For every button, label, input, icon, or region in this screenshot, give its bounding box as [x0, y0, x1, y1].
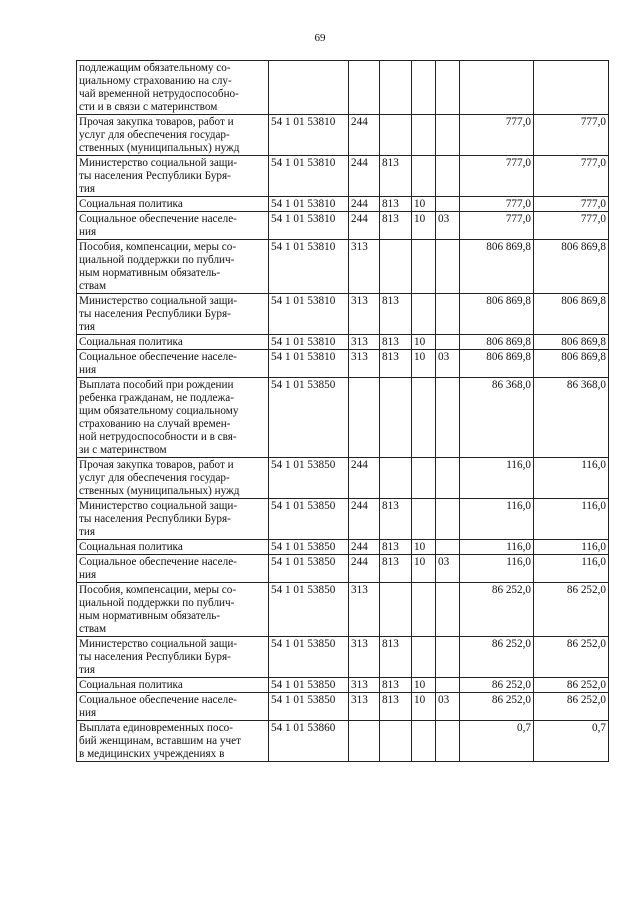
item-name-line: ствам: [79, 623, 107, 635]
item-name-line: ствам: [79, 280, 107, 292]
item-name-cell: [77, 212, 269, 240]
amount-cell: 806 869,8: [534, 294, 609, 335]
expense-type-cell: 313: [349, 583, 380, 637]
item-name-line: Социальное обеспечение населе-: [79, 351, 237, 363]
target-code-cell: 54 1 01 53810: [269, 115, 349, 156]
subsection-cell: [436, 499, 460, 540]
item-name-line: ным нормативным обязатель-: [79, 610, 221, 622]
subsection-cell: [436, 294, 460, 335]
item-name-cell: [77, 294, 269, 335]
ministry-code-cell: 813: [380, 156, 412, 197]
section-cell: 10: [412, 212, 436, 240]
amount-cell: 116,0: [534, 499, 609, 540]
ministry-code-cell: 813: [380, 678, 412, 693]
amount-cell: 777,0: [460, 212, 534, 240]
amount-cell: 86 252,0: [460, 678, 534, 693]
expense-type-cell: 313: [349, 335, 380, 350]
section-cell: 10: [412, 678, 436, 693]
item-name-line: циальной поддержки по публич-: [79, 254, 235, 266]
target-code-cell: 54 1 01 53810: [269, 240, 349, 294]
amount-cell: 86 252,0: [534, 693, 609, 721]
target-code-cell: 54 1 01 53850: [269, 499, 349, 540]
item-name-line: ты населения Республики Буря-: [79, 513, 231, 525]
target-code-cell: 54 1 01 53810: [269, 197, 349, 212]
ministry-code-cell: [380, 458, 412, 499]
target-code-cell: 54 1 01 53850: [269, 378, 349, 458]
subsection-cell: [436, 583, 460, 637]
item-name-line: бий женщинам, вставшим на учет: [79, 735, 241, 747]
item-name-line: Социальная политика: [79, 336, 183, 348]
item-name-cell: [77, 378, 269, 458]
ministry-code-cell: [380, 61, 412, 115]
item-name-line: Социальное обеспечение населе-: [79, 213, 237, 225]
item-name-cell: [77, 115, 269, 156]
item-name-line: ственных (муниципальных) нужд: [79, 485, 240, 497]
expense-type-cell: 244: [349, 458, 380, 499]
section-cell: [412, 294, 436, 335]
table-row: [77, 637, 609, 678]
section-cell: [412, 115, 436, 156]
amount-cell: 806 869,8: [534, 335, 609, 350]
amount-cell: 116,0: [534, 540, 609, 555]
amount-cell: 116,0: [460, 499, 534, 540]
target-code-cell: 54 1 01 53850: [269, 458, 349, 499]
item-name-line: Прочая закупка товаров, работ и: [79, 459, 234, 471]
amount-cell: 86 252,0: [534, 583, 609, 637]
item-name-line: Социальное обеспечение населе-: [79, 556, 237, 568]
item-name-line: в медицинских учреждениях в: [79, 748, 225, 760]
section-cell: [412, 499, 436, 540]
amount-cell: 806 869,8: [534, 350, 609, 378]
item-name-cell: [77, 721, 269, 762]
table-row: [77, 378, 609, 458]
table-row: [77, 693, 609, 721]
expense-type-cell: [349, 61, 380, 115]
section-cell: [412, 721, 436, 762]
item-name-cell: [77, 693, 269, 721]
target-code-cell: 54 1 01 53850: [269, 583, 349, 637]
target-code-cell: 54 1 01 53850: [269, 555, 349, 583]
section-cell: [412, 378, 436, 458]
subsection-cell: [436, 197, 460, 212]
target-code-cell: 54 1 01 53810: [269, 350, 349, 378]
item-name-line: услуг для обеспечения государ-: [79, 129, 230, 141]
ministry-code-cell: 813: [380, 350, 412, 378]
table-row: [77, 61, 609, 115]
ministry-code-cell: 813: [380, 693, 412, 721]
subsection-cell: [436, 721, 460, 762]
item-name-line: зи с материнством: [79, 444, 167, 456]
subsection-cell: [436, 678, 460, 693]
subsection-cell: [436, 335, 460, 350]
ministry-code-cell: 813: [380, 499, 412, 540]
item-name-line: циальному страхованию на слу-: [79, 75, 232, 87]
amount-cell: 116,0: [534, 458, 609, 499]
item-name-line: ния: [79, 569, 97, 581]
expense-type-cell: 313: [349, 637, 380, 678]
amount-cell: 777,0: [534, 212, 609, 240]
ministry-code-cell: [380, 115, 412, 156]
ministry-code-cell: 813: [380, 197, 412, 212]
amount-cell: 0,7: [460, 721, 534, 762]
expense-type-cell: 244: [349, 156, 380, 197]
amount-cell: [534, 61, 609, 115]
expense-type-cell: [349, 721, 380, 762]
item-name-line: Пособия, компенсации, меры со-: [79, 584, 237, 596]
item-name-line: ты населения Республики Буря-: [79, 651, 231, 663]
item-name-cell: [77, 197, 269, 212]
ministry-code-cell: 813: [380, 294, 412, 335]
expense-type-cell: [349, 378, 380, 458]
expense-type-cell: 313: [349, 678, 380, 693]
table-row: [77, 197, 609, 212]
target-code-cell: 54 1 01 53810: [269, 294, 349, 335]
expense-type-cell: 244: [349, 555, 380, 583]
amount-cell: 806 869,8: [460, 294, 534, 335]
amount-cell: 777,0: [460, 156, 534, 197]
target-code-cell: 54 1 01 53850: [269, 693, 349, 721]
table-row: [77, 678, 609, 693]
table-row: [77, 115, 609, 156]
amount-cell: 86 252,0: [460, 637, 534, 678]
expense-type-cell: 313: [349, 693, 380, 721]
amount-cell: 116,0: [460, 555, 534, 583]
table-row: [77, 583, 609, 637]
item-name-line: подлежащим обязательному со-: [79, 62, 231, 74]
expense-type-cell: 244: [349, 540, 380, 555]
table-row: [77, 240, 609, 294]
table-row: [77, 294, 609, 335]
target-code-cell: 54 1 01 53810: [269, 156, 349, 197]
subsection-cell: 03: [436, 212, 460, 240]
subsection-cell: [436, 637, 460, 678]
item-name-line: страхованию на случай времен-: [79, 418, 231, 430]
item-name-line: тия: [79, 183, 96, 195]
subsection-cell: [436, 378, 460, 458]
section-cell: [412, 61, 436, 115]
item-name-line: Министерство социальной защи-: [79, 638, 238, 650]
item-name-line: Министерство социальной защи-: [79, 500, 238, 512]
ministry-code-cell: 813: [380, 335, 412, 350]
subsection-cell: [436, 156, 460, 197]
subsection-cell: 03: [436, 555, 460, 583]
amount-cell: 777,0: [460, 197, 534, 212]
amount-cell: 777,0: [460, 115, 534, 156]
amount-cell: 86 252,0: [460, 583, 534, 637]
section-cell: 10: [412, 693, 436, 721]
target-code-cell: 54 1 01 53850: [269, 540, 349, 555]
subsection-cell: [436, 115, 460, 156]
item-name-line: ты населения Республики Буря-: [79, 170, 231, 182]
ministry-code-cell: 813: [380, 212, 412, 240]
section-cell: 10: [412, 540, 436, 555]
amount-cell: 86 368,0: [534, 378, 609, 458]
item-name-line: Выплата пособий при рождении: [79, 379, 234, 391]
target-code-cell: 54 1 01 53860: [269, 721, 349, 762]
amount-cell: 806 869,8: [460, 350, 534, 378]
amount-cell: 116,0: [534, 555, 609, 583]
target-code-cell: 54 1 01 53850: [269, 637, 349, 678]
table-row: [77, 721, 609, 762]
item-name-line: ния: [79, 707, 97, 719]
amount-cell: 806 869,8: [460, 335, 534, 350]
table-row: [77, 458, 609, 499]
budget-table: [76, 60, 609, 762]
item-name-cell: [77, 240, 269, 294]
section-cell: 10: [412, 335, 436, 350]
item-name-line: ной нетрудоспособности и в свя-: [79, 431, 237, 443]
section-cell: [412, 583, 436, 637]
item-name-line: тия: [79, 526, 96, 538]
item-name-cell: [77, 540, 269, 555]
ministry-code-cell: 813: [380, 540, 412, 555]
amount-cell: 86 252,0: [534, 678, 609, 693]
item-name-line: услуг для обеспечения государ-: [79, 472, 230, 484]
target-code-cell: 54 1 01 53810: [269, 212, 349, 240]
item-name-line: Министерство социальной защи-: [79, 295, 238, 307]
ministry-code-cell: 813: [380, 555, 412, 583]
amount-cell: [460, 61, 534, 115]
amount-cell: 86 252,0: [534, 637, 609, 678]
amount-cell: 777,0: [534, 197, 609, 212]
section-cell: [412, 637, 436, 678]
item-name-line: ния: [79, 226, 97, 238]
amount-cell: 86 252,0: [460, 693, 534, 721]
item-name-line: щим обязательному социальному: [79, 405, 239, 417]
item-name-line: Выплата единовременных посо-: [79, 722, 234, 734]
item-name-cell: [77, 350, 269, 378]
amount-cell: 806 869,8: [534, 240, 609, 294]
item-name-line: Пособия, компенсации, меры со-: [79, 241, 237, 253]
section-cell: [412, 156, 436, 197]
subsection-cell: [436, 240, 460, 294]
item-name-line: ты населения Республики Буря-: [79, 308, 231, 320]
subsection-cell: [436, 458, 460, 499]
subsection-cell: 03: [436, 693, 460, 721]
expense-type-cell: 244: [349, 499, 380, 540]
item-name-line: ребенка гражданам, не подлежа-: [79, 392, 234, 404]
item-name-cell: [77, 637, 269, 678]
amount-cell: 777,0: [534, 115, 609, 156]
ministry-code-cell: [380, 240, 412, 294]
amount-cell: 116,0: [460, 540, 534, 555]
item-name-line: Социальная политика: [79, 541, 183, 553]
item-name-line: чай временной нетрудоспособно-: [79, 88, 239, 100]
expense-type-cell: 313: [349, 240, 380, 294]
ministry-code-cell: [380, 378, 412, 458]
expense-type-cell: 244: [349, 115, 380, 156]
amount-cell: 86 368,0: [460, 378, 534, 458]
expense-type-cell: 313: [349, 350, 380, 378]
amount-cell: 806 869,8: [460, 240, 534, 294]
section-cell: 10: [412, 197, 436, 212]
item-name-cell: [77, 583, 269, 637]
table-row: [77, 212, 609, 240]
item-name-cell: [77, 335, 269, 350]
section-cell: [412, 240, 436, 294]
amount-cell: 777,0: [534, 156, 609, 197]
page-number: 69: [314, 32, 326, 44]
ministry-code-cell: [380, 583, 412, 637]
item-name-line: циальной поддержки по публич-: [79, 597, 235, 609]
item-name-cell: [77, 156, 269, 197]
item-name-line: тия: [79, 664, 96, 676]
item-name-line: тия: [79, 321, 96, 333]
subsection-cell: 03: [436, 350, 460, 378]
expense-type-cell: 244: [349, 212, 380, 240]
table-row: [77, 350, 609, 378]
table-row: [77, 555, 609, 583]
target-code-cell: [269, 61, 349, 115]
item-name-line: Прочая закупка товаров, работ и: [79, 116, 234, 128]
section-cell: 10: [412, 555, 436, 583]
expense-type-cell: 313: [349, 294, 380, 335]
subsection-cell: [436, 540, 460, 555]
subsection-cell: [436, 61, 460, 115]
ministry-code-cell: 813: [380, 637, 412, 678]
table-row: [77, 540, 609, 555]
item-name-line: Социальная политика: [79, 198, 183, 210]
item-name-line: ным нормативным обязатель-: [79, 267, 221, 279]
item-name-cell: [77, 555, 269, 583]
item-name-line: Социальная политика: [79, 679, 183, 691]
item-name-line: сти и в связи с материнством: [79, 101, 218, 113]
item-name-cell: [77, 499, 269, 540]
amount-cell: 116,0: [460, 458, 534, 499]
target-code-cell: 54 1 01 53850: [269, 678, 349, 693]
target-code-cell: 54 1 01 53810: [269, 335, 349, 350]
item-name-cell: [77, 678, 269, 693]
item-name-line: Министерство социальной защи-: [79, 157, 238, 169]
table-row: [77, 335, 609, 350]
section-cell: 10: [412, 350, 436, 378]
table-row: [77, 156, 609, 197]
expense-type-cell: 244: [349, 197, 380, 212]
section-cell: [412, 458, 436, 499]
item-name-line: Социальное обеспечение населе-: [79, 694, 237, 706]
item-name-cell: [77, 458, 269, 499]
amount-cell: 0,7: [534, 721, 609, 762]
item-name-line: ния: [79, 364, 97, 376]
ministry-code-cell: [380, 721, 412, 762]
item-name-line: ственных (муниципальных) нужд: [79, 142, 240, 154]
item-name-cell: [77, 61, 269, 115]
table-row: [77, 499, 609, 540]
